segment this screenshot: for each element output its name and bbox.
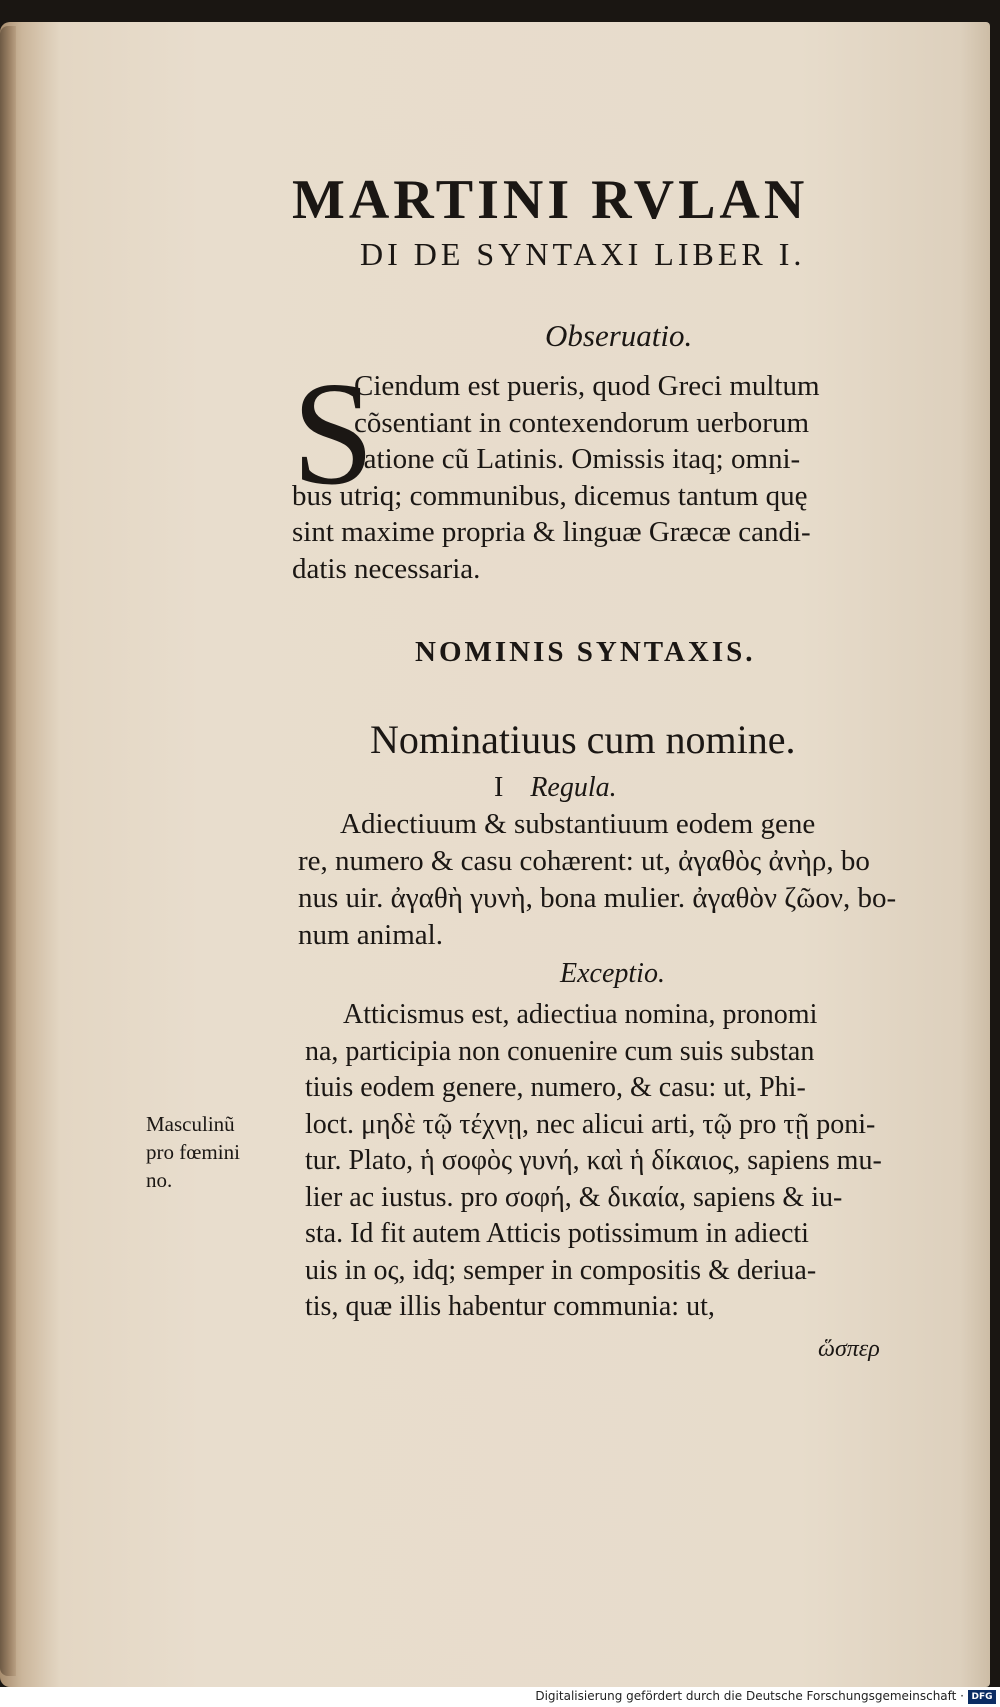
title-line-1: MARTINI RVLAN — [292, 169, 809, 231]
text-line: bus utriq; communibus, dicemus tantum quę — [292, 479, 808, 512]
text-line: re, numero & casu cohærent: ut, ἀγαθὸς ἀνὴρ, bo — [298, 845, 870, 877]
text-line: Atticismus est, adiectiua nomina, pronomi — [343, 999, 818, 1030]
text-line: tur. Plato, ἡ σοφὸς γυνή, καὶ ἡ δίκαιος, sapiens mu- — [305, 1145, 882, 1176]
observatio-heading: Obseruatio. — [545, 318, 693, 353]
section-heading: NOMINIS SYNTAXIS. — [415, 636, 756, 668]
text-line: lier ac iustus. pro σοφή, & δικαία, sapiens & iu- — [305, 1181, 843, 1213]
text-line: Adiectiuum & substantiuum eodem gene — [340, 808, 816, 840]
text-line: num animal. — [298, 919, 443, 951]
exceptio-heading: Exceptio. — [560, 958, 665, 989]
text-line: Ciendum est pueris, quod Greci multum — [354, 370, 820, 402]
text-line: ratione cũ Latinis. Omissis itaq; omni- — [354, 443, 801, 475]
margin-note-line: no. — [146, 1168, 173, 1192]
text-line: sta. Id fit autem Atticis potissimum in adiecti — [305, 1218, 809, 1249]
book-edge — [0, 26, 16, 1676]
drop-cap: S — [292, 352, 375, 516]
margin-note-line: Masculinũ — [146, 1112, 235, 1136]
intro-paragraph — [292, 368, 932, 587]
text-line: cõsentiant in contexendorum uerborum — [354, 406, 810, 439]
rule-label — [494, 772, 617, 804]
text-line: na, participia non conuenire cum suis substan — [305, 1035, 815, 1067]
rule-paragraph — [298, 806, 943, 954]
title-line-2: DI DE SYNTAXI LIBER I. — [360, 236, 806, 272]
footer-text: Digitalisierung gefördert durch die Deutsche Forschungsgemeinschaft · — [535, 1689, 964, 1703]
catchword: ὥσπερ — [818, 1336, 880, 1362]
text-line: tiuis eodem genere, numero, & casu: ut, Phi- — [305, 1072, 806, 1103]
text-line: nus uir. ἀγαθὴ γυνὴ, bona mulier. ἀγαθὸν ζῶον, bo- — [298, 882, 897, 914]
text-line: datis necessaria. — [292, 552, 481, 585]
rule-number: I — [494, 772, 504, 803]
text-line: sint maxime propria & linguæ Græcæ candi- — [292, 516, 811, 548]
rule-name: Regula. — [530, 772, 617, 803]
margin-note-line: pro fœmini — [146, 1140, 240, 1164]
text-line: loct. μηδὲ τῷ τέχνῃ, nec alicui arti, τῷ pro τῇ poni- — [305, 1108, 876, 1140]
section-subtitle: Nominatiuus cum nomine. — [370, 717, 796, 762]
margin-note — [146, 1110, 240, 1194]
exceptio-paragraph — [305, 997, 945, 1326]
dfg-logo: DFG — [968, 1690, 996, 1704]
footer-bar — [0, 1687, 1000, 1707]
text-line: uis in ος, idq; semper in compositis & deriua- — [305, 1254, 817, 1286]
text-line: tis, quæ illis habentur communia: ut, — [305, 1291, 715, 1322]
